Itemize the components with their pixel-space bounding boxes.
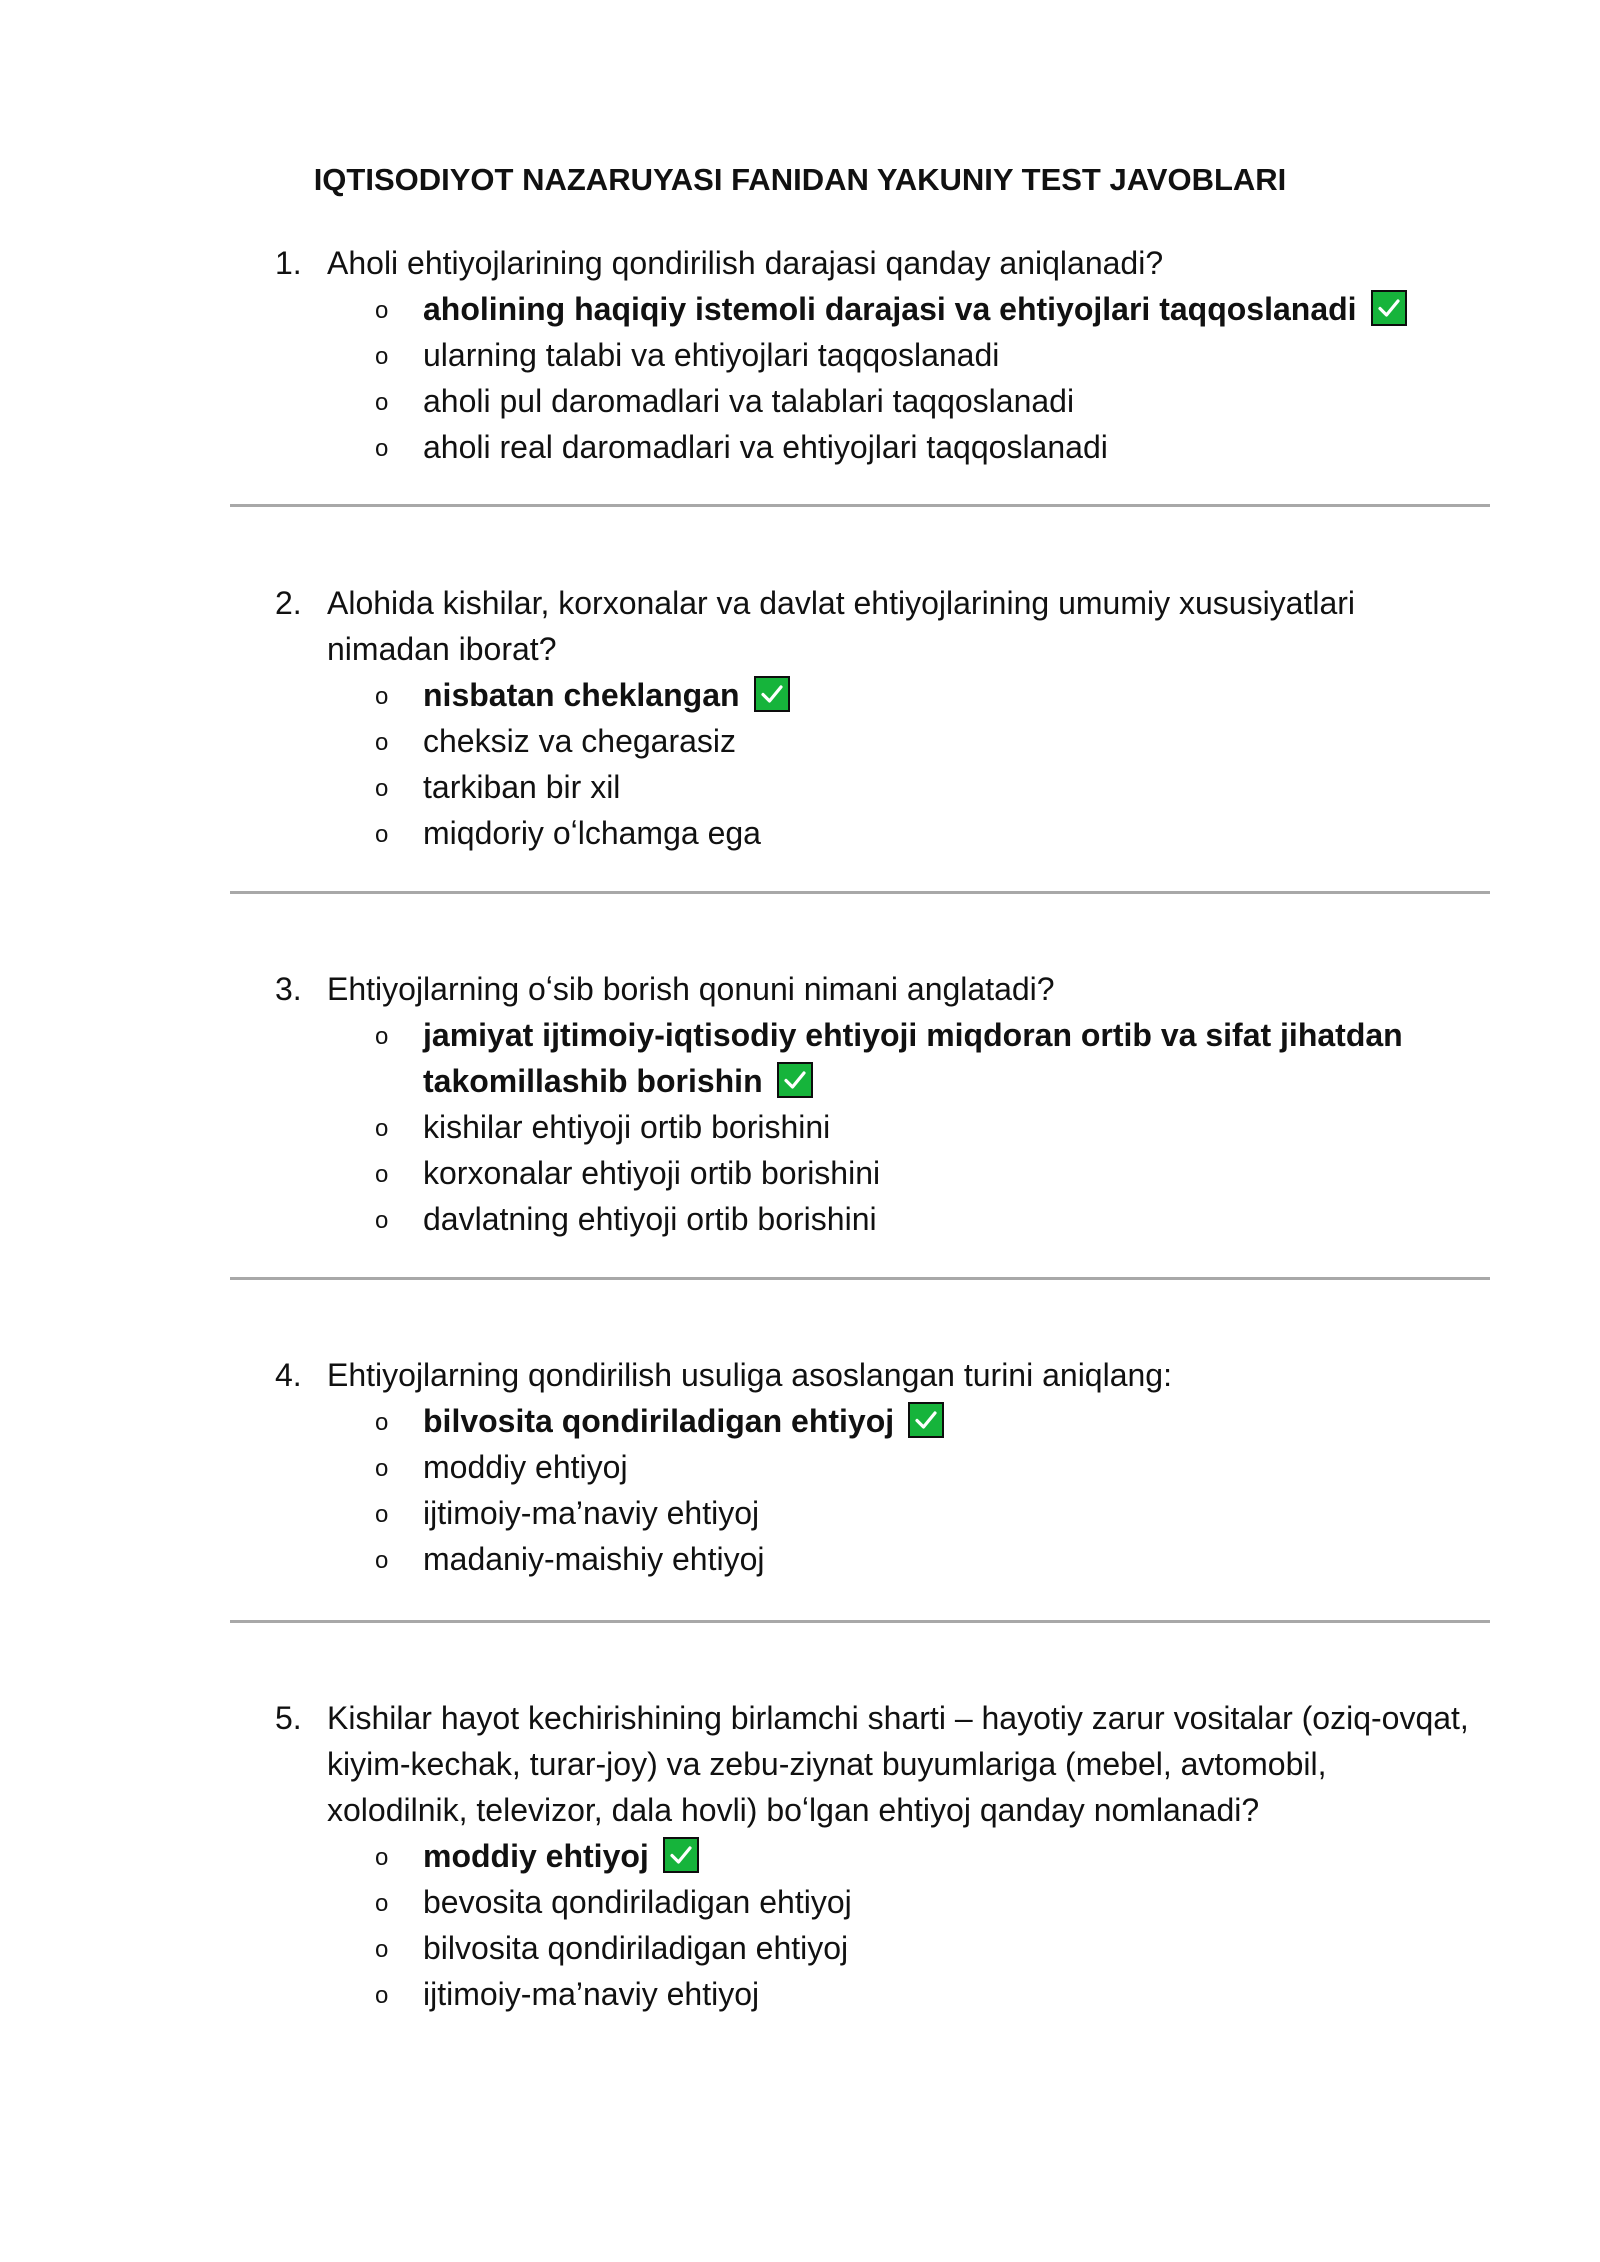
option	[275, 764, 1475, 810]
option	[275, 1150, 1475, 1196]
document-title: IQTISODIYOT NAZARUYASI FANIDAN YAKUNIY TEST JAVOBLARI	[313, 162, 1287, 197]
option	[275, 1971, 1475, 2017]
option	[275, 1444, 1475, 1490]
check-mark-icon	[754, 676, 790, 712]
question-text	[275, 1695, 1475, 1833]
question-label: Ehtiyojlarning qondirilish usuliga asoslangan turini aniqlang:	[327, 1357, 1172, 1393]
bullet: o	[375, 1455, 389, 1482]
option-text: madaniy-maishiy ehtiyoj	[423, 1541, 765, 1577]
option-text: moddiy ehtiyoj	[423, 1449, 628, 1485]
option-text: ijtimoiy-ma’naviy ehtiyoj	[423, 1495, 760, 1531]
question-3	[275, 966, 1475, 1242]
bullet: o	[375, 775, 389, 802]
bullet: o	[375, 683, 389, 710]
option-text: miqdoriy oʻlchamga ega	[423, 815, 761, 851]
option	[275, 1196, 1475, 1242]
option-text: aholi real daromadlari va ehtiyojlari taqqoslanadi	[423, 429, 1108, 465]
option-text: cheksiz va chegarasiz	[423, 723, 737, 759]
option-text: moddiy ehtiyoj	[423, 1838, 649, 1874]
bullet: o	[375, 1161, 389, 1188]
bullet: o	[375, 1547, 389, 1574]
option-text: korxonalar ehtiyoji ortib borishini	[423, 1155, 881, 1191]
check-mark-icon	[1371, 290, 1407, 326]
section-divider	[230, 891, 1490, 894]
bullet: o	[375, 1115, 389, 1142]
option	[275, 1925, 1475, 1971]
options-list	[275, 1398, 1475, 1582]
option-text: kishilar ehtiyoji ortib borishini	[423, 1109, 831, 1145]
options-list	[275, 1012, 1475, 1242]
bullet: o	[375, 1936, 389, 1963]
option-correct	[275, 1833, 1475, 1879]
bullet: o	[375, 1844, 389, 1871]
question-text	[275, 580, 1475, 672]
option-correct	[275, 286, 1475, 332]
option-correct	[275, 672, 1475, 718]
question-text	[275, 966, 1475, 1012]
question-5	[275, 1695, 1475, 2017]
check-mark-icon	[908, 1402, 944, 1438]
question-number: 3.	[275, 971, 302, 1007]
option-text: aholining haqiqiy istemoli darajasi va ehtiyojlari taqqoslanadi	[423, 291, 1357, 327]
option	[275, 378, 1475, 424]
check-mark-icon	[777, 1062, 813, 1098]
question-number: 4.	[275, 1357, 302, 1393]
section-divider	[230, 504, 1490, 507]
bullet: o	[375, 297, 389, 324]
option	[275, 1104, 1475, 1150]
option	[275, 810, 1475, 856]
question-text	[275, 240, 1475, 286]
bullet: o	[375, 1982, 389, 2009]
question-number: 5.	[275, 1700, 302, 1736]
bullet: o	[375, 821, 389, 848]
bullet: o	[375, 1207, 389, 1234]
option-correct	[275, 1398, 1475, 1444]
question-4	[275, 1352, 1475, 1582]
option	[275, 1879, 1475, 1925]
question-number: 2.	[275, 585, 302, 621]
option-text: bevosita qondiriladigan ehtiyoj	[423, 1884, 852, 1920]
question-number: 1.	[275, 245, 302, 281]
bullet: o	[375, 1890, 389, 1917]
bullet: o	[375, 389, 389, 416]
option-text: ijtimoiy-ma’naviy ehtiyoj	[423, 1976, 760, 2012]
option	[275, 718, 1475, 764]
option-text: nisbatan cheklangan	[423, 677, 740, 713]
option-text: davlatning ehtiyoji ortib borishini	[423, 1201, 877, 1237]
section-divider	[230, 1620, 1490, 1623]
option	[275, 1536, 1475, 1582]
question-label: Aholi ehtiyojlarining qondirilish darajasi qanday aniqlanadi?	[327, 245, 1164, 281]
question-label: Alohida kishilar, korxonalar va davlat ehtiyojlarining umumiy xususiyatlari nimadan iborat?	[327, 585, 1356, 667]
check-mark-icon	[663, 1837, 699, 1873]
bullet: o	[375, 1501, 389, 1528]
question-1	[275, 240, 1475, 470]
options-list	[275, 672, 1475, 856]
options-list	[275, 1833, 1475, 2017]
question-text	[275, 1352, 1475, 1398]
option-text: bilvosita qondiriladigan ehtiyoj	[423, 1403, 895, 1439]
question-label: Kishilar hayot kechirishining birlamchi sharti – hayotiy zarur vositalar (oziq-ovqat, kiyim-kechak, turar-joy) va zebu-ziynat buyumlariga (mebel, avtomobil, xolodilnik, televizor, dala hovli) boʻlgan ehtiyoj qanday nomlanadi?	[327, 1700, 1469, 1828]
bullet: o	[375, 1409, 389, 1436]
question-2	[275, 580, 1475, 856]
option-text: bilvosita qondiriladigan ehtiyoj	[423, 1930, 849, 1966]
option	[275, 1490, 1475, 1536]
option-text: aholi pul daromadlari va talablari taqqoslanadi	[423, 383, 1075, 419]
bullet: o	[375, 343, 389, 370]
section-divider	[230, 1277, 1490, 1280]
option-text: tarkiban bir xil	[423, 769, 621, 805]
option-text: jamiyat ijtimoiy-iqtisodiy ehtiyoji miqdoran ortib va sifat jihatdan takomillashib borishin	[423, 1017, 1403, 1099]
option-text: ularning talabi va ehtiyojlari taqqoslanadi	[423, 337, 1000, 373]
bullet: o	[375, 435, 389, 462]
option-correct	[275, 1012, 1475, 1104]
bullet: o	[375, 1023, 389, 1050]
options-list	[275, 286, 1475, 470]
question-label: Ehtiyojlarning oʻsib borish qonuni nimani anglatadi?	[327, 971, 1055, 1007]
option	[275, 332, 1475, 378]
option	[275, 424, 1475, 470]
bullet: o	[375, 729, 389, 756]
